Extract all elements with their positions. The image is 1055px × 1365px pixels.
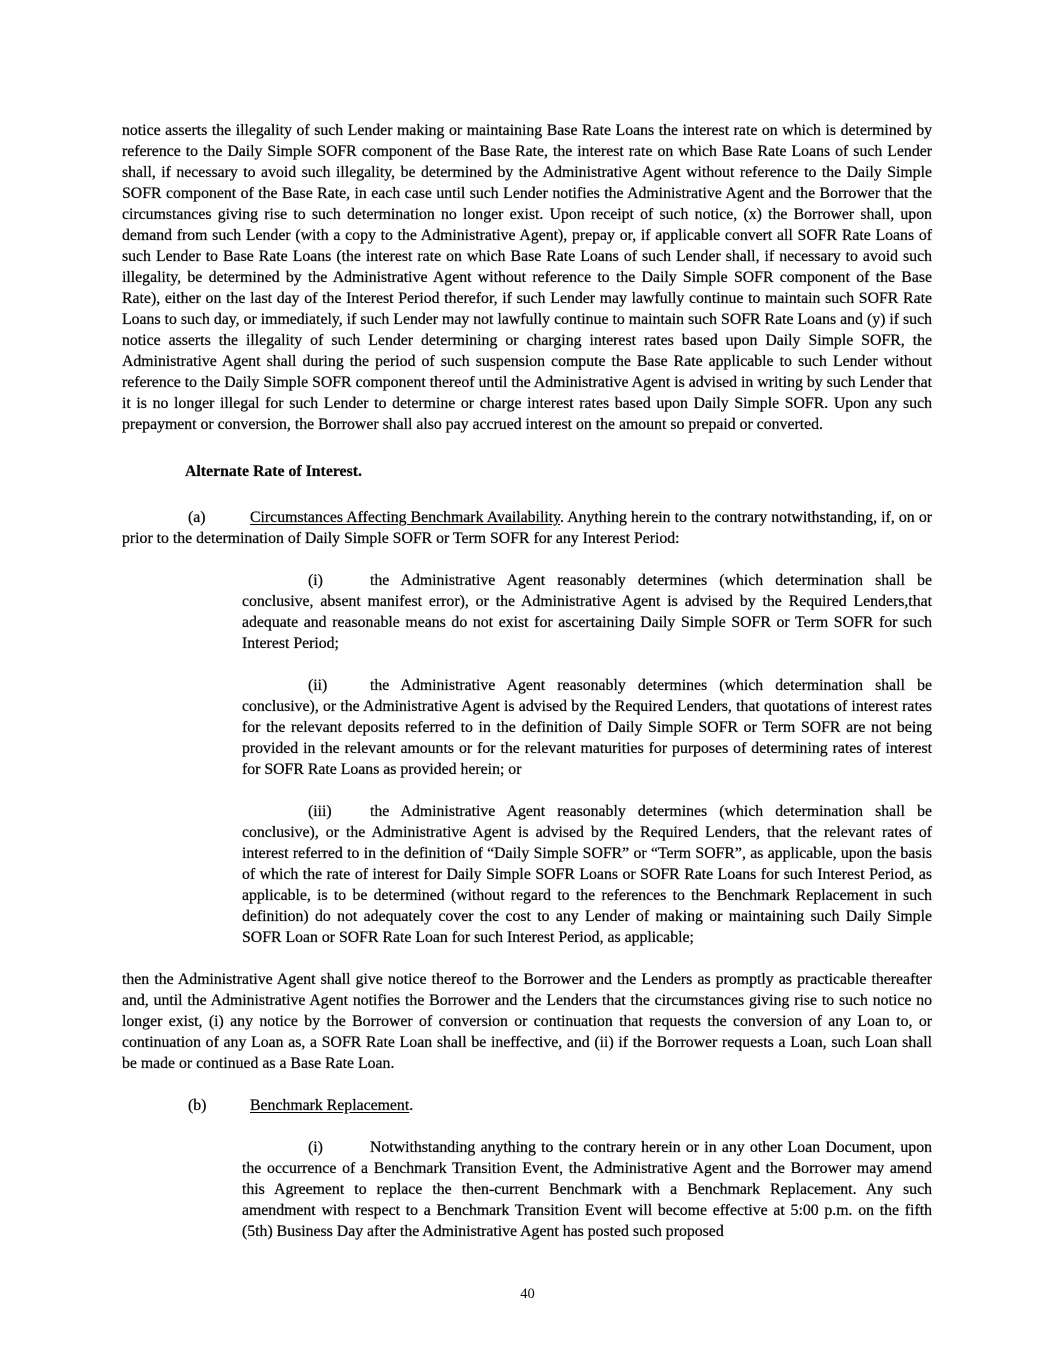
clause-b-paragraph bbox=[122, 1095, 932, 1116]
clause-a-continuation-text: . Anything herein to the contrary notwithstanding, if, on or prior to the determination of Daily Simple SOFR or Term SOFR for any Interest Period: bbox=[122, 509, 932, 547]
clause-b-label: (b) bbox=[188, 1097, 207, 1114]
clause-a-paragraph bbox=[122, 507, 932, 549]
clause-b-continuation-text: . bbox=[409, 1097, 414, 1114]
clause-b-item-i bbox=[242, 1137, 932, 1242]
clause-a-item-i bbox=[242, 570, 932, 654]
clause-b-title: Benchmark Replacement bbox=[250, 1097, 410, 1114]
clause-a-title: Circumstances Affecting Benchmark Availability bbox=[250, 509, 560, 526]
clause-b-item-i-text: Notwithstanding anything to the contrary herein or in any other Loan Document, upon the occurrence of a Benchmark Transition Event, the Administrative Agent and the Borrower may amend this Agreement to replace the then-current Benchmark with a Benchmark Replacement. Any such amendment with respect to a Benchmark Transition Event will become effective at 5:00 p.m. on the fifth (5th) Business Day after the Administrative Agent has posted such proposed bbox=[242, 1139, 932, 1240]
section-heading-alternate-rate-of-interest: Alternate Rate of Interest. bbox=[185, 463, 362, 480]
clause-b-item-i-label: (i) bbox=[308, 1139, 323, 1156]
clause-a-item-iii-text: the Administrative Agent reasonably determines (which determination shall be conclusive), or the Administrative Agent is advised by the Required Lenders, that the relevant rates of interest referred to in the definition of “Daily Simple SOFR” or “Term SOFR”, as applicable, upon the basis of which the rate of interest for Daily Simple SOFR Loans or SOFR Rate Loans for such Interest Period, as applicable, is to be determined (without regard to the references to the Benchmark Replacement in such definition) do not adequately cover the cost to any Lender of making or maintaining such Daily Simple SOFR Loan or SOFR Rate Loan for such Interest Period, as applicable; bbox=[242, 803, 932, 946]
page-number: 40 bbox=[520, 1286, 535, 1302]
clause-a-item-ii bbox=[242, 675, 932, 780]
clause-a-item-i-text: the Administrative Agent reasonably determines (which determination shall be conclusive, absent manifest error), or the Administrative Agent is advised by the Required Lenders,that adequate and reasonable means do not exist for ascertaining Daily Simple SOFR or Term SOFR for such Interest Period; bbox=[242, 572, 932, 652]
clause-a-item-ii-text: the Administrative Agent reasonably determines (which determination shall be conclusive), or the Administrative Agent is advised by the Required Lenders, that quotations of interest rates for the relevant deposits referred to in the definition of Daily Simple SOFR or Term SOFR are not being provided in the relevant amounts or for the relevant maturities for purposes of determining rates of interest for SOFR Rate Loans as provided herein; or bbox=[242, 677, 932, 778]
clause-a-item-iii-label: (iii) bbox=[308, 803, 332, 820]
clause-a-item-iii bbox=[242, 801, 932, 948]
clause-a-label: (a) bbox=[188, 509, 206, 526]
clause-a-item-ii-label: (ii) bbox=[308, 677, 328, 694]
intro-paragraph: notice asserts the illegality of such Lender making or maintaining Base Rate Loans the interest rate on which is determined by reference to the Daily Simple SOFR component of the Base Rate, the interest rate on which Base Rate Loans of such Lender shall, if necessary to avoid such illegality, be determined by the Administrative Agent without reference to the Daily Simple SOFR component of the Base Rate, in each case until such Lender notifies the Administrative Agent and the Borrower that the circumstances giving rise to such determination no longer exist. Upon receipt of such notice, (x) the Borrower shall, upon demand from such Lender (with a copy to the Administrative Agent), prepay or, if applicable convert all SOFR Rate Loans of such Lender to Base Rate Loans (the interest rate on which Base Rate Loans of such Lender shall, if necessary to avoid such illegality, be determined by the Administrative Agent without reference to the Daily Simple SOFR component of the Base Rate), either on the last day of the Interest Period therefor, if such Lender may lawfully continue to maintain such SOFR Rate Loans to such day, or immediately, if such Lender may not lawfully continue to maintain such SOFR Rate Loans and (y) if such notice asserts the illegality of such Lender determining or charging interest rates based upon Daily Simple SOFR, the Administrative Agent shall during the period of such suspension compute the Base Rate applicable to such Lender without reference to the Daily Simple SOFR component thereof until the Administrative Agent is advised in writing by such Lender that it is no longer illegal for such Lender to determine or charge interest rates based upon Daily Simple SOFR. Upon any such prepayment or conversion, the Borrower shall also pay accrued interest on the amount so prepaid or converted. bbox=[122, 122, 932, 433]
then-paragraph: then the Administrative Agent shall give notice thereof to the Borrower and the Lenders as promptly as practicable thereafter and, until the Administrative Agent notifies the Borrower and the Lenders that the circumstances giving rise to such notice no longer exist, (i) any notice by the Borrower of conversion or continuation that requests the conversion of any Loan to, or continuation of any Loan as, a SOFR Rate Loan shall be ineffective, and (ii) if the Borrower requests a Loan, such Loan shall be made or continued as a Base Rate Loan. bbox=[122, 971, 932, 1072]
clause-a-item-i-label: (i) bbox=[308, 572, 323, 589]
